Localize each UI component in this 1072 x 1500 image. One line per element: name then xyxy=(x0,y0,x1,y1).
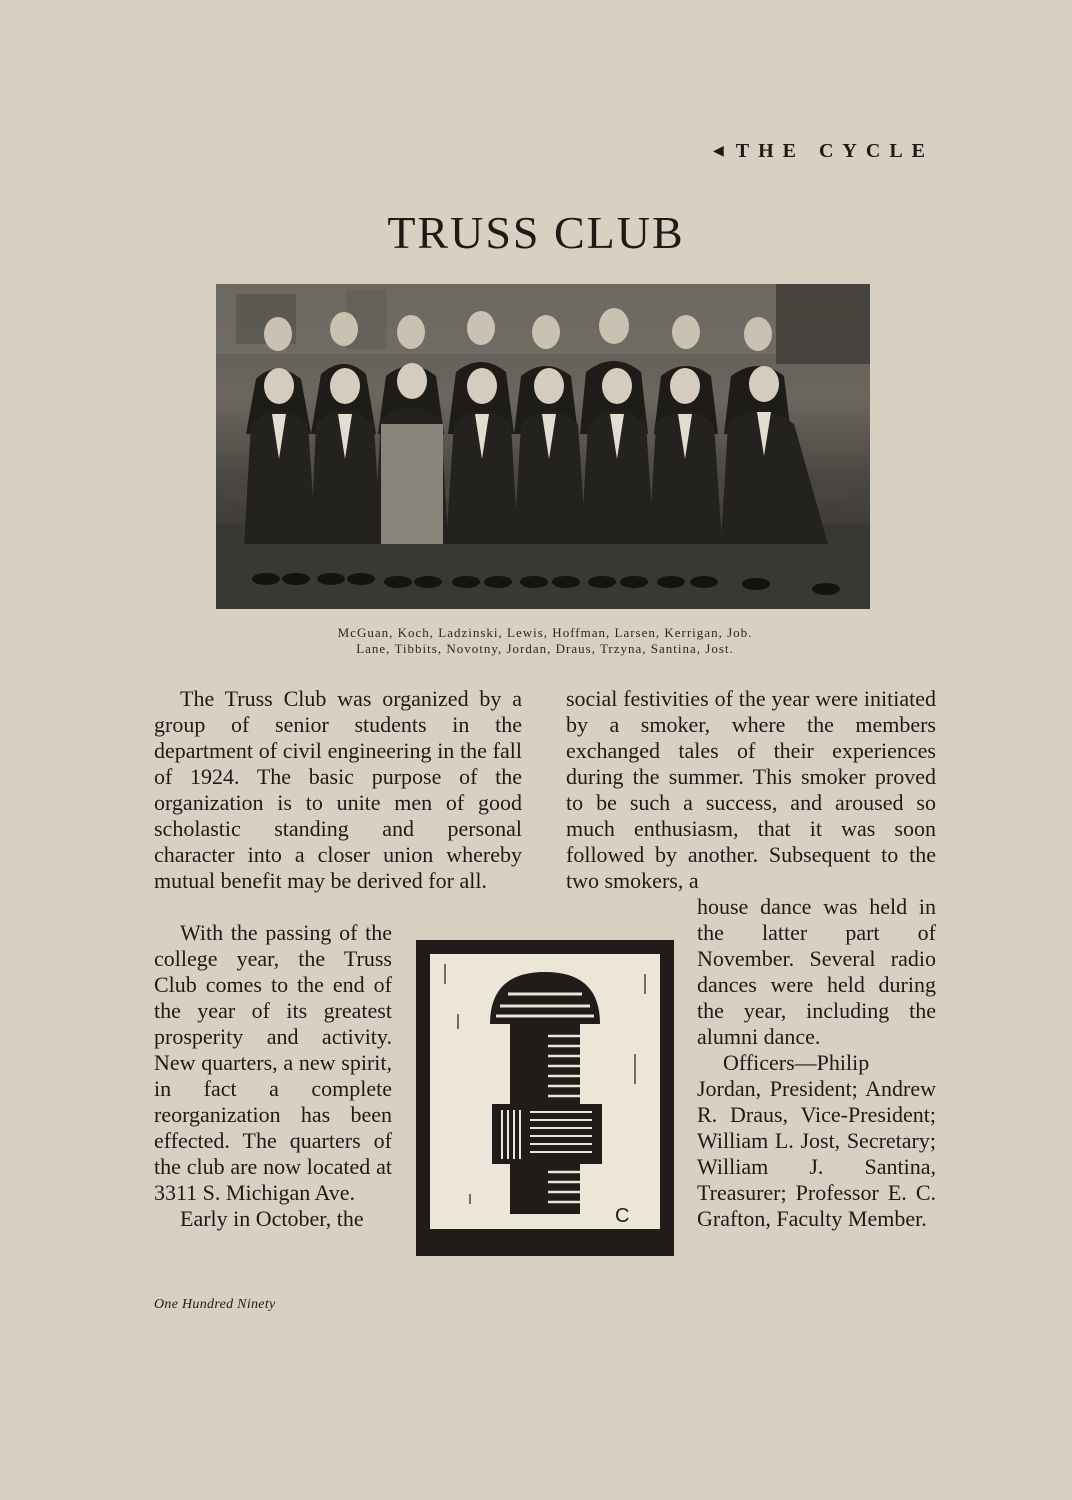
left-column-top xyxy=(154,686,522,894)
caption-line-front-row: Lane, Tibbits, Novotny, Jordan, Draus, Trzyna, Santina, Jost. xyxy=(356,641,734,656)
passing-year-paragraph: With the passing of the college year, the Truss Club comes to the end of the year of its greatest prosperity and activity. New quarters, a new spirit, in fact a complete reorganization has been effected. The quarters of the club are now located at 3311 S. Michigan Ave. xyxy=(154,920,392,1205)
october-paragraph-start: Early in October, the xyxy=(180,1206,364,1231)
group-photo xyxy=(216,284,870,609)
group-photo-illustration xyxy=(216,284,870,609)
bolt-woodcut-illustration xyxy=(416,940,674,1256)
running-head xyxy=(713,140,934,163)
bolt-icon xyxy=(430,954,660,1229)
woodcut-monogram: C xyxy=(615,1205,630,1227)
left-triangle-icon: ◀ xyxy=(712,144,724,159)
caption-line-back-row: McGuan, Koch, Ladzinski, Lewis, Hoffman, Larsen, Kerrigan, Job. xyxy=(337,625,753,640)
right-column-top xyxy=(566,686,936,894)
page-title: TRUSS CLUB xyxy=(387,207,685,258)
running-title: THE CYCLE xyxy=(735,140,934,162)
social-festivities-paragraph: social festivities of the year were initiated by a smoker, where the members exchanged tales of their experiences during the summer. This smoker proved to be such a success, and aroused so much enthusiasm, that it was soon followed by another. Subsequent to the two smokers, a xyxy=(566,686,936,893)
house-dance-paragraph: house dance was held in the latter part of November. Several radio dances were held during the year, including the alumni dance. xyxy=(697,894,936,1049)
right-column-narrow xyxy=(697,894,936,1232)
officers-paragraph: Officers—Philip Jordan, President; Andrew R. Draus, Vice-President; William L. Jost, Secretary; William J. Santina, Treasurer; Professor E. C. Grafton, Faculty Member. xyxy=(697,1050,936,1231)
intro-paragraph: The Truss Club was organized by a group of senior students in the department of civil engineering in the fall of 1924. The basic purpose of the organization is to unite men of good scholastic standing and personal character into a closer union whereby mutual benefit may be derived for all. xyxy=(154,686,522,893)
page-number: One Hundred Ninety xyxy=(154,1297,276,1312)
woodcut-panel xyxy=(430,954,660,1229)
photo-caption xyxy=(0,625,1072,657)
left-column-narrow xyxy=(154,920,392,1232)
